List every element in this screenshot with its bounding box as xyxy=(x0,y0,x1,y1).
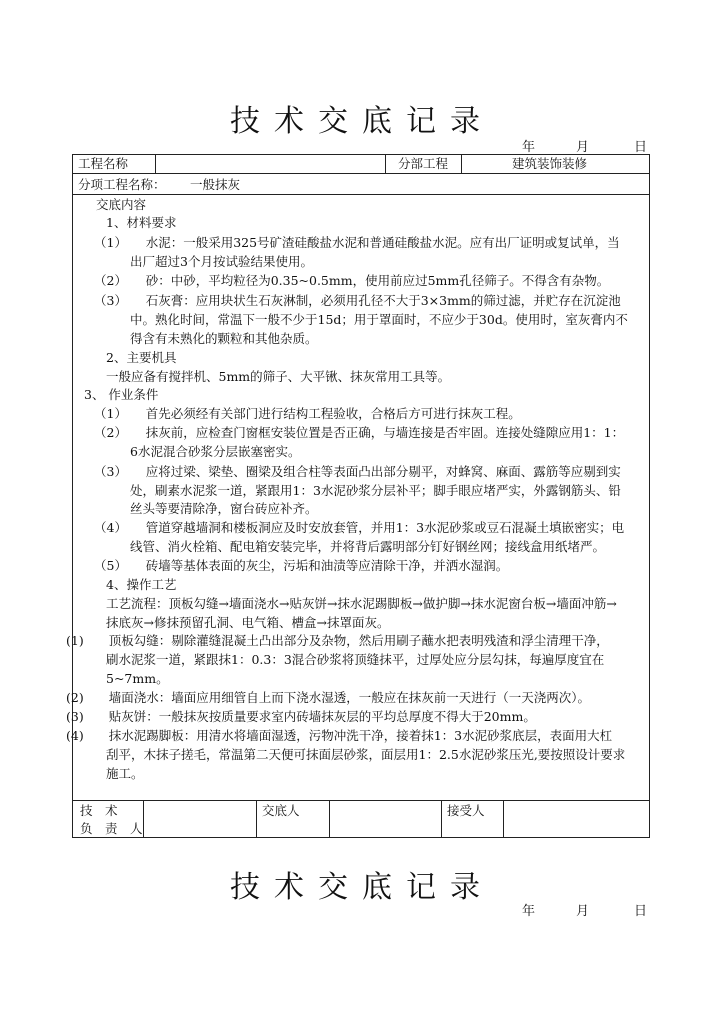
cell-divider xyxy=(256,800,257,838)
content-line: 刮平，木抹子搓毛，常温第二天便可抹面层砂浆，面层用1：2.5水泥砂浆压光,要按照设计要求 xyxy=(106,747,626,762)
content-line: （3） 应将过梁、梁垫、圈梁及组合柱等表面凸出部分剔平，对蜂窝、麻面、露筋等应剔到实 xyxy=(94,464,621,479)
page-title: 技术交底记录 xyxy=(230,104,494,139)
content-line: 丝头等要清除净，窗台砖应补齐。 xyxy=(130,501,318,516)
content-line: 得含有未熟化的颗粒和其他杂质。 xyxy=(130,331,318,346)
cell-divider xyxy=(461,154,462,174)
cell-divider xyxy=(155,154,156,174)
content-line: 一般应备有搅拌机、5mm的筛子、大平锹、抹灰常用工具等。 xyxy=(106,369,451,384)
content-line: (3) 贴灰饼：一般抹灰按质量要求室内砖墙抹灰层的平均总厚度不得大于20mm。 xyxy=(66,709,536,724)
division-label: 分部工程 xyxy=(398,156,449,171)
cell-divider xyxy=(143,800,144,838)
content-line: （2） 抹灰前，应检查门窗框安装位置是否正确，与墙连接是否牢固。连接处缝隙应用1：1： xyxy=(94,425,625,440)
content-line: （1） 首先必须经有关部门进行结构工程验收，合格后方可进行抹灰工程。 xyxy=(94,406,521,421)
content-line: 5~7mm。 xyxy=(106,671,169,686)
cell-divider xyxy=(329,800,330,838)
subitem-value: 一般抹灰 xyxy=(190,177,241,192)
content-line: (1) 顶板勾缝：剔除灌缝混凝土凸出部分及杂物，然后用刷子蘸水把表明残渣和浮尘清理干净， xyxy=(66,633,609,648)
date-month: 月 xyxy=(576,140,590,155)
content-line: 处，刷素水泥浆一道，紧跟用1：3水泥砂浆分层补平；脚手眼应堵严实，外露钢筋头、铅 xyxy=(130,483,621,498)
content-line: （4） 管道穿越墙洞和楼板洞应及时安放套管，并用1：3水泥砂浆或豆石混凝土填嵌密实；电 xyxy=(94,520,625,535)
content-line: （1） 水泥：一般采用325号矿渣硅酸盐水泥和普通硅酸盐水泥。应有出厂证明或复试单，当 xyxy=(94,235,620,250)
date-day: 日 xyxy=(634,140,648,155)
second-date-year: 年 xyxy=(522,904,536,919)
second-date-day: 日 xyxy=(634,904,648,919)
content-line: 6水泥混合砂浆分层嵌塞密实。 xyxy=(130,444,301,459)
cell-divider xyxy=(503,800,504,838)
content-line: (4) 抹水泥踢脚板：用清水将墙面湿透，污物冲洗干净，接着抹1：3水泥砂浆底层，表面用大杠 xyxy=(66,728,613,743)
content-line: （3） 石灰膏：应用块状生石灰淋制，必须用孔径不大于3×3mm的筛过滤，并贮存在沉淀池 xyxy=(94,293,621,308)
date-year: 年 xyxy=(522,140,536,155)
tech-label-2: 负 责 人 xyxy=(80,821,143,836)
content-line: 2、主要机具 xyxy=(106,350,177,365)
tech-label-1: 技 术 xyxy=(80,803,118,818)
cell-divider xyxy=(441,800,442,838)
content-line: 1、材料要求 xyxy=(106,215,177,230)
subitem-label: 分项工程名称： xyxy=(78,177,166,192)
row-divider xyxy=(72,800,650,801)
receiver-label: 接受人 xyxy=(447,803,485,818)
content-line: 抹底灰→修抹预留孔洞、电气箱、槽盒→抹罩面灰。 xyxy=(106,615,390,630)
content-line: （2） 砂：中砂，平均粒径为0.35~0.5mm，使用前应过5mm孔径筛子。不得含有杂物。 xyxy=(94,273,610,288)
row-divider xyxy=(72,173,650,174)
project-name-label: 工程名称 xyxy=(78,156,129,171)
content-line: 4、操作工艺 xyxy=(106,577,177,592)
content-line: 中。熟化时间，常温下一般不少于15d；用于罩面时，不应少于30d。使用时，室灰膏内不 xyxy=(130,312,628,327)
content-line: 刷水泥浆一道，紧跟抹1：0.3：3混合砂浆将顶缝抹平，过厚处应分层勾抹，每遍厚度宜在 xyxy=(106,652,605,667)
content-line: (2) 墙面浇水：墙面应用细管自上而下浇水湿透，一般应在抹灰前一天进行（一天浇两次）。 xyxy=(66,690,590,705)
second-page-title: 技术交底记录 xyxy=(230,870,494,905)
cell-divider xyxy=(385,154,386,174)
content-line: 工艺流程：顶板勾缝→墙面浇水→贴灰饼→抹水泥踢脚板→做护脚→抹水泥窗台板→墙面冲筋→ xyxy=(106,596,617,611)
content-line: 施工。 xyxy=(106,766,144,781)
content-line: 3、 作业条件 xyxy=(84,387,159,402)
second-date-month: 月 xyxy=(576,904,590,919)
content-line: 线管、消火栓箱、配电箱安装完毕，并将背后露明部分钉好钢丝网；接线盒用纸堵严。 xyxy=(130,539,606,554)
content-line: 出厂超过3个月按试验结果使用。 xyxy=(130,254,313,269)
content-line: （5） 砖墙等基体表面的灰尘，污垢和油渍等应清除干净，并洒水湿润。 xyxy=(94,558,509,573)
division-value: 建筑装饰装修 xyxy=(512,156,588,171)
row-divider xyxy=(72,194,650,195)
content-heading: 交底内容 xyxy=(96,197,147,212)
briefer-label: 交底人 xyxy=(262,803,300,818)
